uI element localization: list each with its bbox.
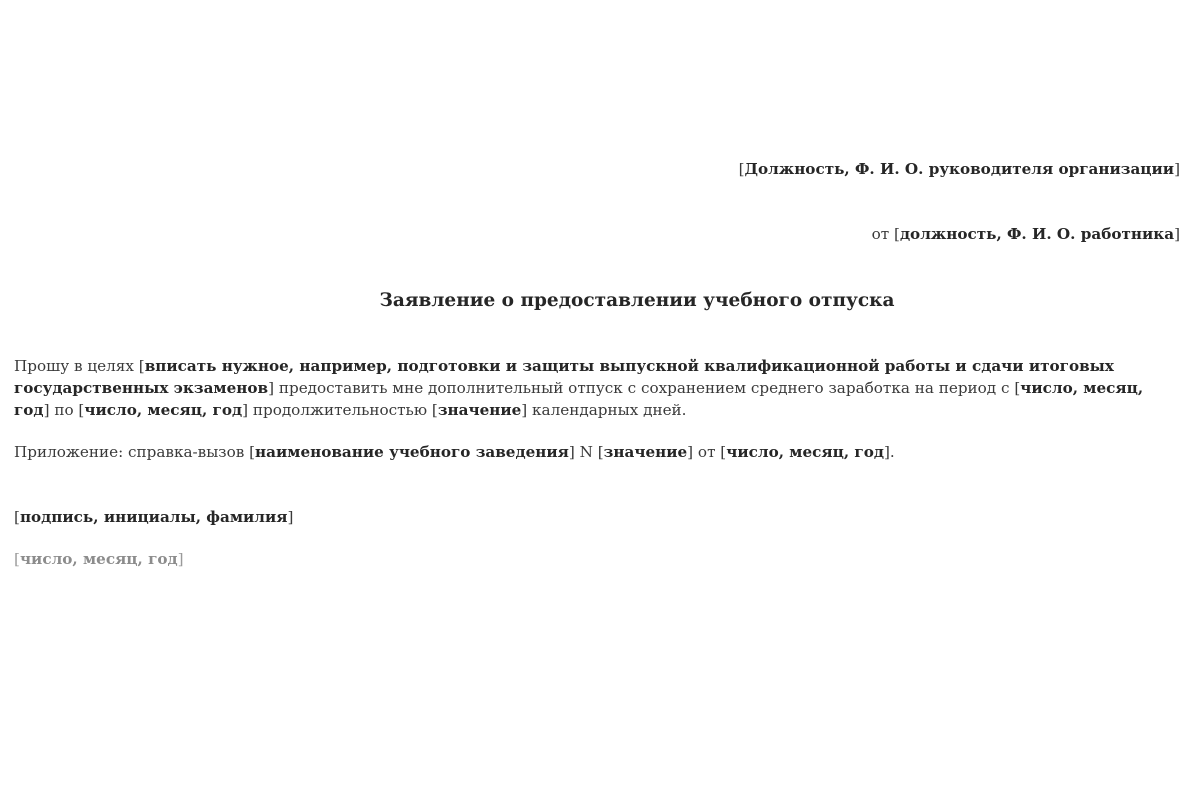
sender-line: от [должность, Ф. И. О. работника] xyxy=(871,225,1180,243)
sender-placeholder: должность, Ф. И. О. работника xyxy=(899,225,1175,243)
appendix-text-2: N xyxy=(574,443,598,461)
appendix-text-1: Приложение: справка-вызов xyxy=(14,443,250,461)
appendix-date-placeholder: число, месяц, год xyxy=(726,443,884,461)
appendix-text-3: от xyxy=(693,443,721,461)
start-date-placeholder: число, месяц, год xyxy=(14,379,1144,419)
purpose-placeholder: вписать нужное, например, подготовки и защиты выпускной квалификационной работы и сдачи итоговых государственных экзаменов xyxy=(14,357,1114,397)
body-text-5: календарных дней. xyxy=(527,401,687,419)
duration-placeholder: значение xyxy=(437,401,522,419)
date-placeholder: число, месяц, год xyxy=(19,550,178,568)
signature-placeholder: подпись, инициалы, фамилия xyxy=(19,508,288,526)
institution-placeholder: наименование учебного заведения xyxy=(255,443,569,461)
addressee-placeholder: Должность, Ф. И. О. руководителя организации xyxy=(744,160,1175,178)
document-title: Заявление о предоставлении учебного отпуска xyxy=(379,290,895,311)
appendix-paragraph: Приложение: справка-вызов [наименование учебного заведения] N [значение] от [число, месяц, год]. xyxy=(14,443,895,461)
request-paragraph: Прошу в целях [вписать нужное, например, подготовки и защиты выпускной квалификационной работы и сдачи итоговых государственных экзаменов] предоставить мне дополнительный отпуск с сохранением среднего заработка на период с [число, месяц, год] по [число, месяц, год] продолжительностью [значение] календарных дней. xyxy=(14,357,1144,419)
number-placeholder: значение xyxy=(603,443,688,461)
body-text-4: продолжительностью xyxy=(248,401,432,419)
body-text-2: предоставить мне дополнительный отпуск с сохранением среднего заработка на период с xyxy=(274,379,1015,397)
date-line: [число, месяц, год] xyxy=(14,550,184,568)
document xyxy=(14,0,1180,570)
body-text-3: по xyxy=(49,401,79,419)
signature-line: [подпись, инициалы, фамилия] xyxy=(14,508,294,526)
end-date-placeholder: число, месяц, год xyxy=(84,401,243,419)
appendix-text-4: . xyxy=(889,443,895,461)
addressee-line: [Должность, Ф. И. О. руководителя организации] xyxy=(738,160,1180,178)
body-text-1: Прошу в целях xyxy=(14,357,139,375)
sender-prefix: от xyxy=(871,225,894,243)
